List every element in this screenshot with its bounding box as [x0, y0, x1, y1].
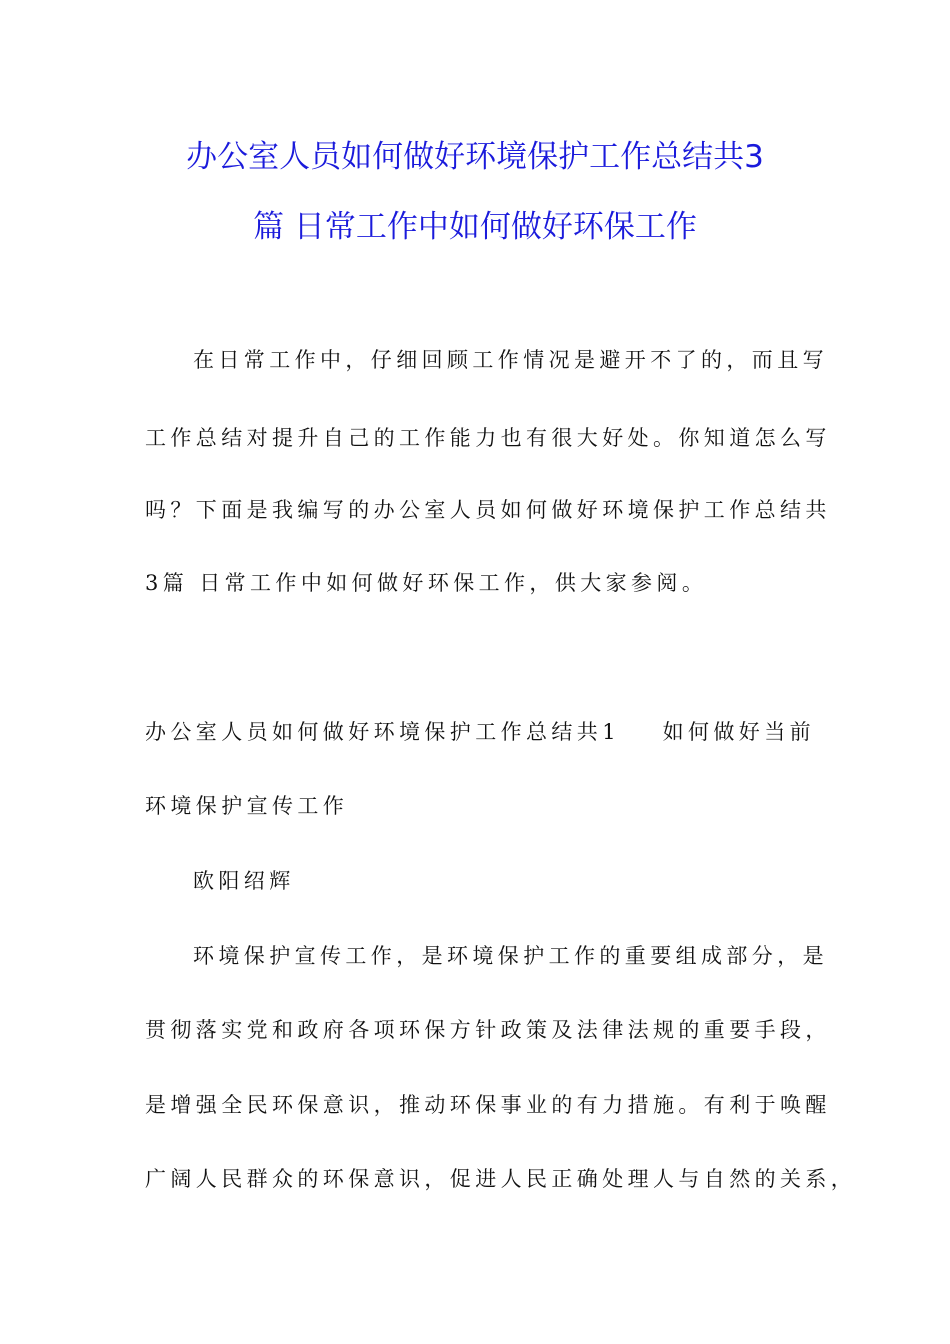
- intro-line-1: 在日常工作中，仔细回顾工作情况是避开不了的，而且写: [193, 348, 828, 372]
- section-1-body-line-3: 是增强全民环保意识，推动环保事业的有力措施。有利于唤醒: [145, 1093, 831, 1117]
- section-1-heading-title: 办公室人员如何做好环境保护工作总结共1: [145, 720, 620, 744]
- intro-line-4: 3篇 日常工作中如何做好环保工作，供大家参阅。: [145, 571, 708, 595]
- intro-line-3: 吗？下面是我编写的办公室人员如何做好环境保护工作总结共: [145, 498, 831, 522]
- section-1-heading-line-2: 环境保护宣传工作: [145, 794, 349, 818]
- document-title-line-2: 篇 日常工作中如何做好环保工作: [253, 209, 697, 245]
- section-1-author: 欧阳绍辉: [193, 869, 295, 893]
- section-1-body-line-4: 广阔人民群众的环保意识，促进人民正确处理人与自然的关系，: [145, 1167, 857, 1191]
- section-1-heading-subtitle: 如何做好当前: [662, 720, 815, 744]
- section-1-heading: [145, 718, 815, 746]
- section-1-body-line-2: 贯彻落实党和政府各项环保方针政策及法律法规的重要手段，: [145, 1018, 831, 1042]
- intro-line-2: 工作总结对提升自己的工作能力也有很大好处。你知道怎么写: [145, 426, 831, 450]
- section-1-body-line-1: 环境保护宣传工作，是环境保护工作的重要组成部分，是: [193, 944, 828, 968]
- document-title-line-1: 办公室人员如何做好环境保护工作总结共3: [186, 139, 764, 175]
